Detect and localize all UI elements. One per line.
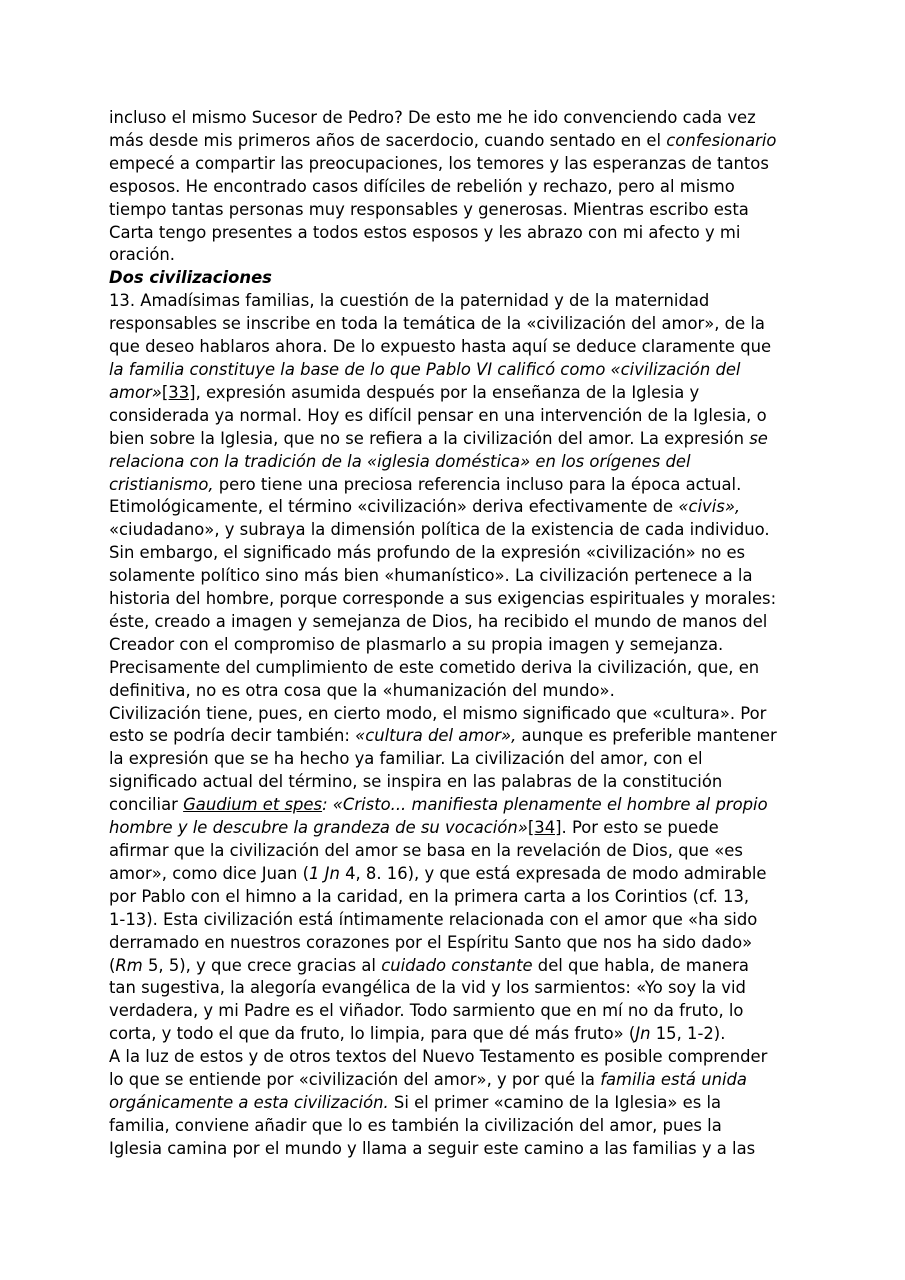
- text-line: [109, 290, 809, 313]
- text-line: [109, 977, 809, 1000]
- text-run: por Pablo con el himno a la caridad, en la primera carta a los Corintios (cf. 13,: [109, 886, 750, 906]
- reference-link[interactable]: [33]: [161, 382, 196, 402]
- text-run: (: [109, 955, 116, 975]
- text-run: esto se podría decir también:: [109, 726, 356, 746]
- text-line: [109, 771, 809, 794]
- text-run: , expresión asumida después por la enseñanza de la Iglesia y: [195, 382, 700, 402]
- text-line: [109, 542, 809, 565]
- text-run: afirmar que la civilización del amor se basa en la revelación de Dios, que «es: [109, 841, 743, 860]
- italic-text: hombre y le descubre la grandeza de su vocación»: [109, 818, 528, 838]
- italic-text: confesionario: [666, 130, 777, 150]
- text-run: Carta tengo presentes a todos estos esposos y les abrazo con mi afecto y mi: [109, 222, 741, 242]
- text-line: [109, 428, 809, 451]
- text-run: Etimológicamente, el término «civilización» deriva efectivamente de: [109, 497, 679, 517]
- text-line: [109, 863, 809, 886]
- text-line: [109, 565, 809, 588]
- text-run: conciliar: [109, 795, 184, 815]
- italic-text: «cultura del amor»,: [355, 726, 517, 746]
- text-run: aunque es preferible mantener: [516, 726, 777, 746]
- text-run: Si el primer «camino de la Iglesia» es la: [388, 1092, 722, 1112]
- text-run: éste, creado a imagen y semejanza de Dios, ha recibido el mundo de manos del: [109, 611, 768, 631]
- text-run: Civilización tiene, pues, en cierto modo, el mismo significado que «cultura». Por: [109, 703, 767, 723]
- text-line: [109, 153, 809, 176]
- text-line: [109, 955, 809, 978]
- text-run: tiempo tantas personas muy responsables y generosas. Mientras escribo esta: [109, 199, 749, 219]
- text-line: [109, 359, 809, 382]
- text-line: [109, 657, 809, 680]
- text-run: corta, y todo el que da fruto, lo limpia, para que dé más fruto» (: [109, 1024, 636, 1044]
- text-run: solamente político sino más bien «humanístico». La civilización pertenece a la: [109, 566, 753, 586]
- text-run: Iglesia camina por el mundo y llama a seguir este camino a las familias y a las: [109, 1138, 756, 1158]
- text-line: [109, 1046, 809, 1069]
- text-run: esposos. He encontrado casos difíciles de rebelión y rechazo, pero al mismo: [109, 176, 735, 196]
- reference-link[interactable]: [34]: [527, 818, 562, 838]
- italic-text: Rm: [115, 955, 143, 975]
- text-line: [109, 1023, 809, 1046]
- section-heading: Dos civilizaciones: [109, 268, 272, 288]
- text-line: [109, 817, 809, 840]
- paragraph-intro: [109, 107, 809, 267]
- text-line: [109, 634, 809, 657]
- text-run: 13. Amadísimas familias, la cuestión de la paternidad y de la maternidad: [109, 291, 710, 311]
- text-line: [109, 748, 809, 771]
- italic-text: «civis»,: [678, 497, 741, 517]
- text-line: [109, 199, 809, 222]
- italic-text: orgánicamente a esta civilización.: [109, 1092, 389, 1112]
- text-run: historia del hombre, porque corresponde a sus exigencias espirituales y morales:: [109, 589, 777, 609]
- text-run: pero tiene una preciosa referencia incluso para la época actual.: [213, 474, 742, 494]
- text-line: [109, 1115, 809, 1138]
- text-line: [109, 451, 809, 474]
- text-line: [109, 794, 809, 817]
- text-run: incluso el mismo Sucesor de Pedro? De esto me he ido convenciendo cada vez: [109, 108, 756, 127]
- text-line: [109, 382, 809, 405]
- text-line: [109, 130, 809, 153]
- italic-text: 1 Jn: [309, 863, 340, 883]
- text-line: [109, 680, 809, 703]
- text-run: 1-13). Esta civilización está íntimamente relacionada con el amor que «ha sido: [109, 909, 758, 929]
- text-line: [109, 725, 809, 748]
- text-run: . Por esto se puede: [561, 818, 719, 838]
- text-run: derramado en nuestros corazones por el Espíritu Santo que nos ha sido dado»: [109, 932, 753, 952]
- italic-text: cuidado constante: [381, 955, 533, 975]
- text-run: A la luz de estos y de otros textos del Nuevo Testamento es posible comprender: [109, 1047, 768, 1067]
- text-run: definitiva, no es otra cosa que la «humanización del mundo».: [109, 680, 615, 700]
- text-run: bien sobre la Iglesia, que no se refiera a la civilización del amor. La expresión: [109, 428, 750, 448]
- text-line: [109, 932, 809, 955]
- text-line: [109, 1069, 809, 1092]
- text-run: la expresión que se ha hecho ya familiar. La civilización del amor, con el: [109, 749, 703, 769]
- text-line: [109, 336, 809, 359]
- text-line: [109, 176, 809, 199]
- text-line: [109, 107, 809, 130]
- italic-text: amor»: [109, 382, 162, 402]
- text-line: [109, 1000, 809, 1023]
- text-run: verdadera, y mi Padre es el viñador. Todo sarmiento que en mí no da fruto, lo: [109, 1001, 744, 1021]
- text-line: [109, 474, 809, 497]
- text-run: significado actual del término, se inspira en las palabras de la constitución: [109, 772, 723, 792]
- italic-text: cristianismo,: [109, 474, 214, 494]
- text-line: [109, 244, 809, 267]
- reference-link[interactable]: Gaudium et spes: [183, 795, 323, 815]
- text-run: responsables se inscribe en toda la temática de la «civilización del amor», de la: [109, 314, 765, 334]
- text-line: [109, 496, 809, 519]
- text-run: 5, 5), y que crece gracias al: [142, 955, 382, 975]
- text-run: empecé a compartir las preocupaciones, los temores y las esperanzas de tantos: [109, 153, 769, 173]
- italic-text: Jn: [635, 1024, 651, 1044]
- italic-text: la familia constituye la base de lo que Pablo VI calificó como «civilización del: [109, 359, 741, 379]
- italic-text: se: [749, 428, 768, 448]
- text-line: [109, 886, 809, 909]
- text-run: Creador con el compromiso de plasmarlo a su propia imagen y semejanza.: [109, 634, 724, 654]
- text-line: [109, 840, 809, 863]
- paragraph-luz: [109, 1046, 809, 1161]
- text-run: Precisamente del cumplimiento de este cometido deriva la civilización, que, en: [109, 657, 760, 677]
- text-line: [109, 588, 809, 611]
- text-run: lo que se entiende por «civilización del amor», y por qué la: [109, 1070, 601, 1090]
- text-line: [109, 703, 809, 726]
- text-line: [109, 1138, 809, 1161]
- text-run: que deseo hablaros ahora. De lo expuesto hasta aquí se deduce claramente que: [109, 337, 772, 357]
- text-run: «ciudadano», y subraya la dimensión política de la existencia de cada individuo.: [109, 520, 770, 540]
- paragraph-cultura: [109, 703, 809, 1047]
- paragraph-13: [109, 290, 809, 702]
- text-run: familia, conviene añadir que lo es también la civilización del amor, pues la: [109, 1115, 722, 1135]
- text-run: amor», como dice Juan (: [109, 863, 309, 883]
- text-run: más desde mis primeros años de sacerdocio, cuando sentado en el: [109, 130, 667, 150]
- text-run: del que habla, de manera: [532, 955, 749, 975]
- text-line: [109, 519, 809, 542]
- text-run: 4, 8. 16), y que está expresada de modo admirable: [339, 863, 767, 883]
- text-run: considerada ya normal. Hoy es difícil pensar en una intervención de la Iglesia, o: [109, 405, 767, 425]
- text-line: [109, 611, 809, 634]
- text-run: tan sugestiva, la alegoría evangélica de la vid y los sarmientos: «Yo soy la vid: [109, 978, 746, 998]
- text-line: [109, 1092, 809, 1115]
- text-run: Sin embargo, el significado más profundo de la expresión «civilización» no es: [109, 543, 746, 563]
- text-line: [109, 222, 809, 245]
- italic-text: familia está unida: [600, 1070, 747, 1090]
- italic-text: : «Cristo... manifiesta plenamente el hombre al propio: [322, 795, 768, 815]
- text-run: oración.: [109, 245, 176, 265]
- text-line: [109, 313, 809, 336]
- italic-text: relaciona con la tradición de la «iglesia doméstica» en los orígenes del: [109, 451, 691, 471]
- text-line: [109, 909, 809, 932]
- text-line: [109, 405, 809, 428]
- document-page: [109, 107, 809, 1161]
- text-run: 15, 1-2).: [650, 1024, 726, 1044]
